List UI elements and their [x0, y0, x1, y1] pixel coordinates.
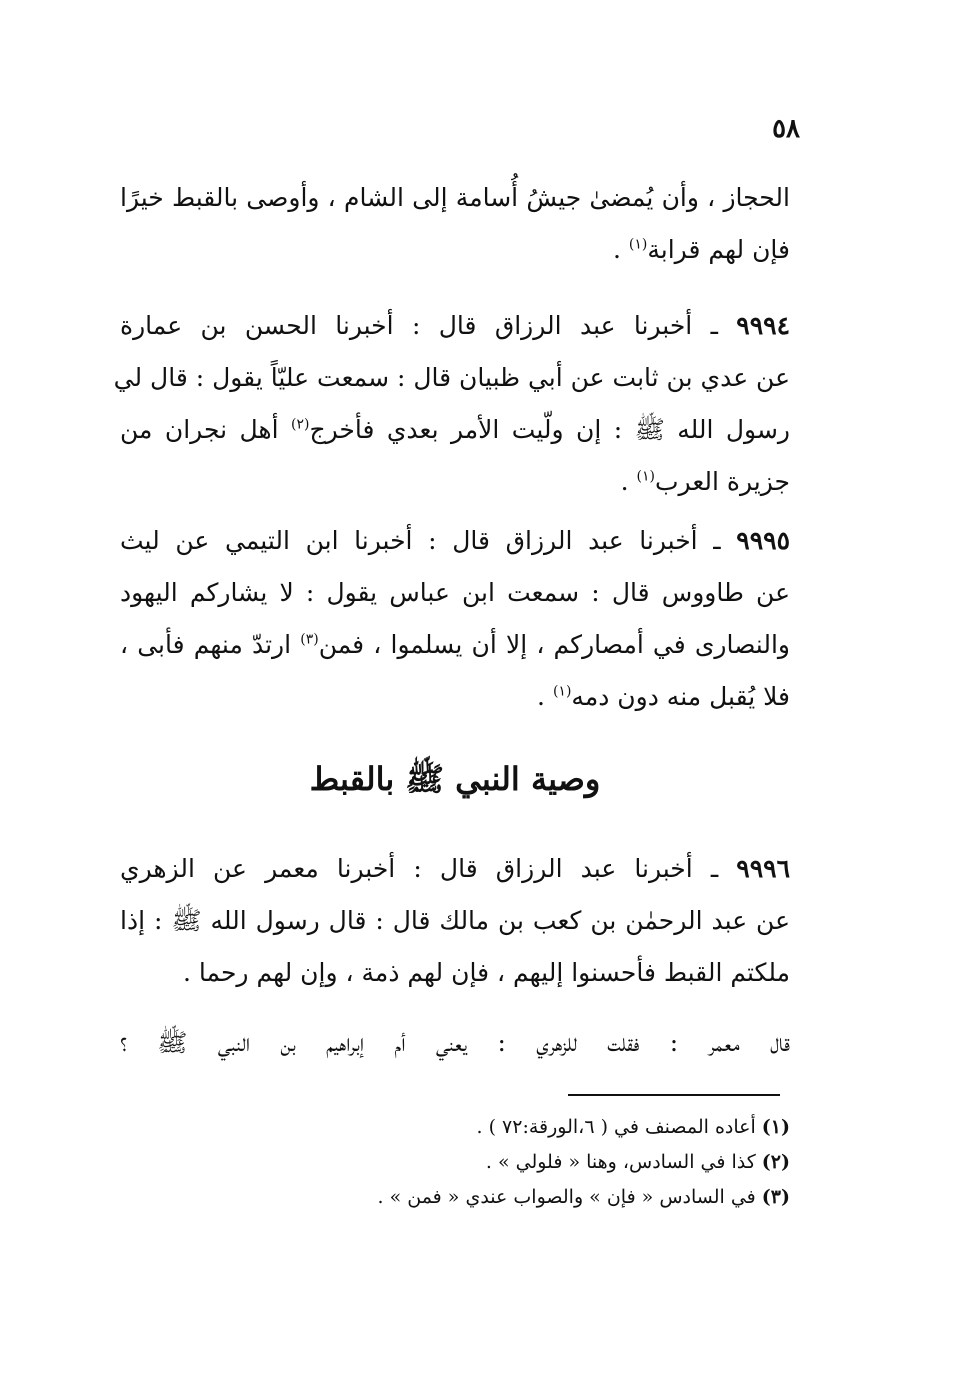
page-number: ٥٨	[772, 114, 800, 144]
footnote-ref: (١)	[636, 468, 655, 485]
footnote-ref: (١)	[552, 683, 572, 700]
section-heading: وصية النبي ﷺ بالقبط	[309, 760, 601, 798]
hadith-9994	[113, 300, 790, 508]
hadith-text: ـ أخبرنا عبد الرزاق قال : أخبرنا معمر عن الزهري	[120, 854, 737, 883]
footnotes	[300, 1110, 790, 1215]
hadith-line	[120, 515, 790, 567]
hadith-text: أهل نجران من	[120, 415, 291, 444]
hadith-line	[120, 843, 790, 895]
hadith-line	[120, 300, 790, 352]
hadith-line	[120, 619, 790, 671]
hadith-line	[120, 456, 790, 508]
footnote-ref: (١)	[628, 236, 648, 253]
hadith-number: ٩٩٩٥	[736, 526, 790, 555]
mamar-paragraph	[120, 1017, 790, 1069]
hadith-number: ٩٩٩٦	[736, 854, 790, 883]
footnote-number: (٢)	[761, 1151, 790, 1173]
hadith-end: .	[537, 682, 553, 711]
hadith-line	[120, 404, 790, 456]
hadith-9996	[120, 843, 790, 999]
footnote-divider	[568, 1094, 780, 1096]
intro-end: .	[612, 235, 629, 264]
footnote-item	[300, 1145, 790, 1180]
footnote-ref: (٢)	[290, 416, 310, 433]
intro-line: الحجاز ، وأن يُمضىٰ جيشُ أُسامة إلى الشام ، وأوصى بالقبط خيرًا	[120, 183, 790, 212]
hadith-end: .	[620, 467, 637, 496]
hadith-line: عن طاووس قال : سمعت ابن عباس يقول : لا يشاركم اليهود	[120, 578, 790, 607]
footnote-text: أعاده المصنف في ( ٦،الورقة:٧٢ ) .	[476, 1116, 756, 1138]
hadith-text: رسول الله ﷺ : إن ولّيت الأمر بعدي فأخرج	[309, 415, 790, 444]
hadith-line: عن عبد الرحمٰن بن كعب بن مالك قال : قال رسول الله ﷺ : إذا	[120, 906, 790, 935]
mamar-line: قال معمر : فقلت للزهري : يعني أم إبراهيم بن النبي ﷺ ؟	[120, 1028, 790, 1057]
intro-text: فإن لهم قرابة	[647, 235, 790, 264]
footnote-text: في السادس « فإن » والصواب عندي « فمن » .	[377, 1186, 756, 1208]
intro-line	[120, 224, 790, 276]
hadith-text: ارتدّ منهم فأبى ،	[120, 630, 301, 659]
footnote-item	[300, 1110, 790, 1145]
hadith-line	[120, 671, 790, 723]
hadith-line: ملكتم القبط فأحسنوا إليهم ، فإن لهم ذمة ، وإن لهم رحما .	[183, 958, 790, 987]
hadith-text: ـ أخبرنا عبد الرزاق قال : أخبرنا ابن التيمي عن ليث	[120, 526, 737, 555]
intro-paragraph	[120, 172, 790, 276]
hadith-text: فلا يُقبل منه دون دمه	[571, 682, 790, 711]
hadith-line: عن عدي بن ثابت عن أبي ظبيان قال : سمعت عليّاً يقول : قال لي	[113, 363, 790, 392]
footnote-number: (٣)	[761, 1186, 790, 1208]
hadith-text: والنصارى في أمصاركم ، إلا أن يسلموا ، فمن	[318, 630, 790, 659]
footnote-text: كذا في السادس، وهنا « فلولي » .	[485, 1151, 756, 1173]
footnote-number: (١)	[761, 1116, 790, 1138]
hadith-9995	[120, 515, 790, 723]
footnote-ref: (٣)	[300, 631, 319, 648]
hadith-text: جزيرة العرب	[655, 467, 790, 496]
hadith-text: ـ أخبرنا عبد الرزاق قال : أخبرنا الحسن بن عمارة	[120, 311, 737, 340]
hadith-number: ٩٩٩٤	[736, 311, 790, 340]
footnote-item	[300, 1180, 790, 1215]
